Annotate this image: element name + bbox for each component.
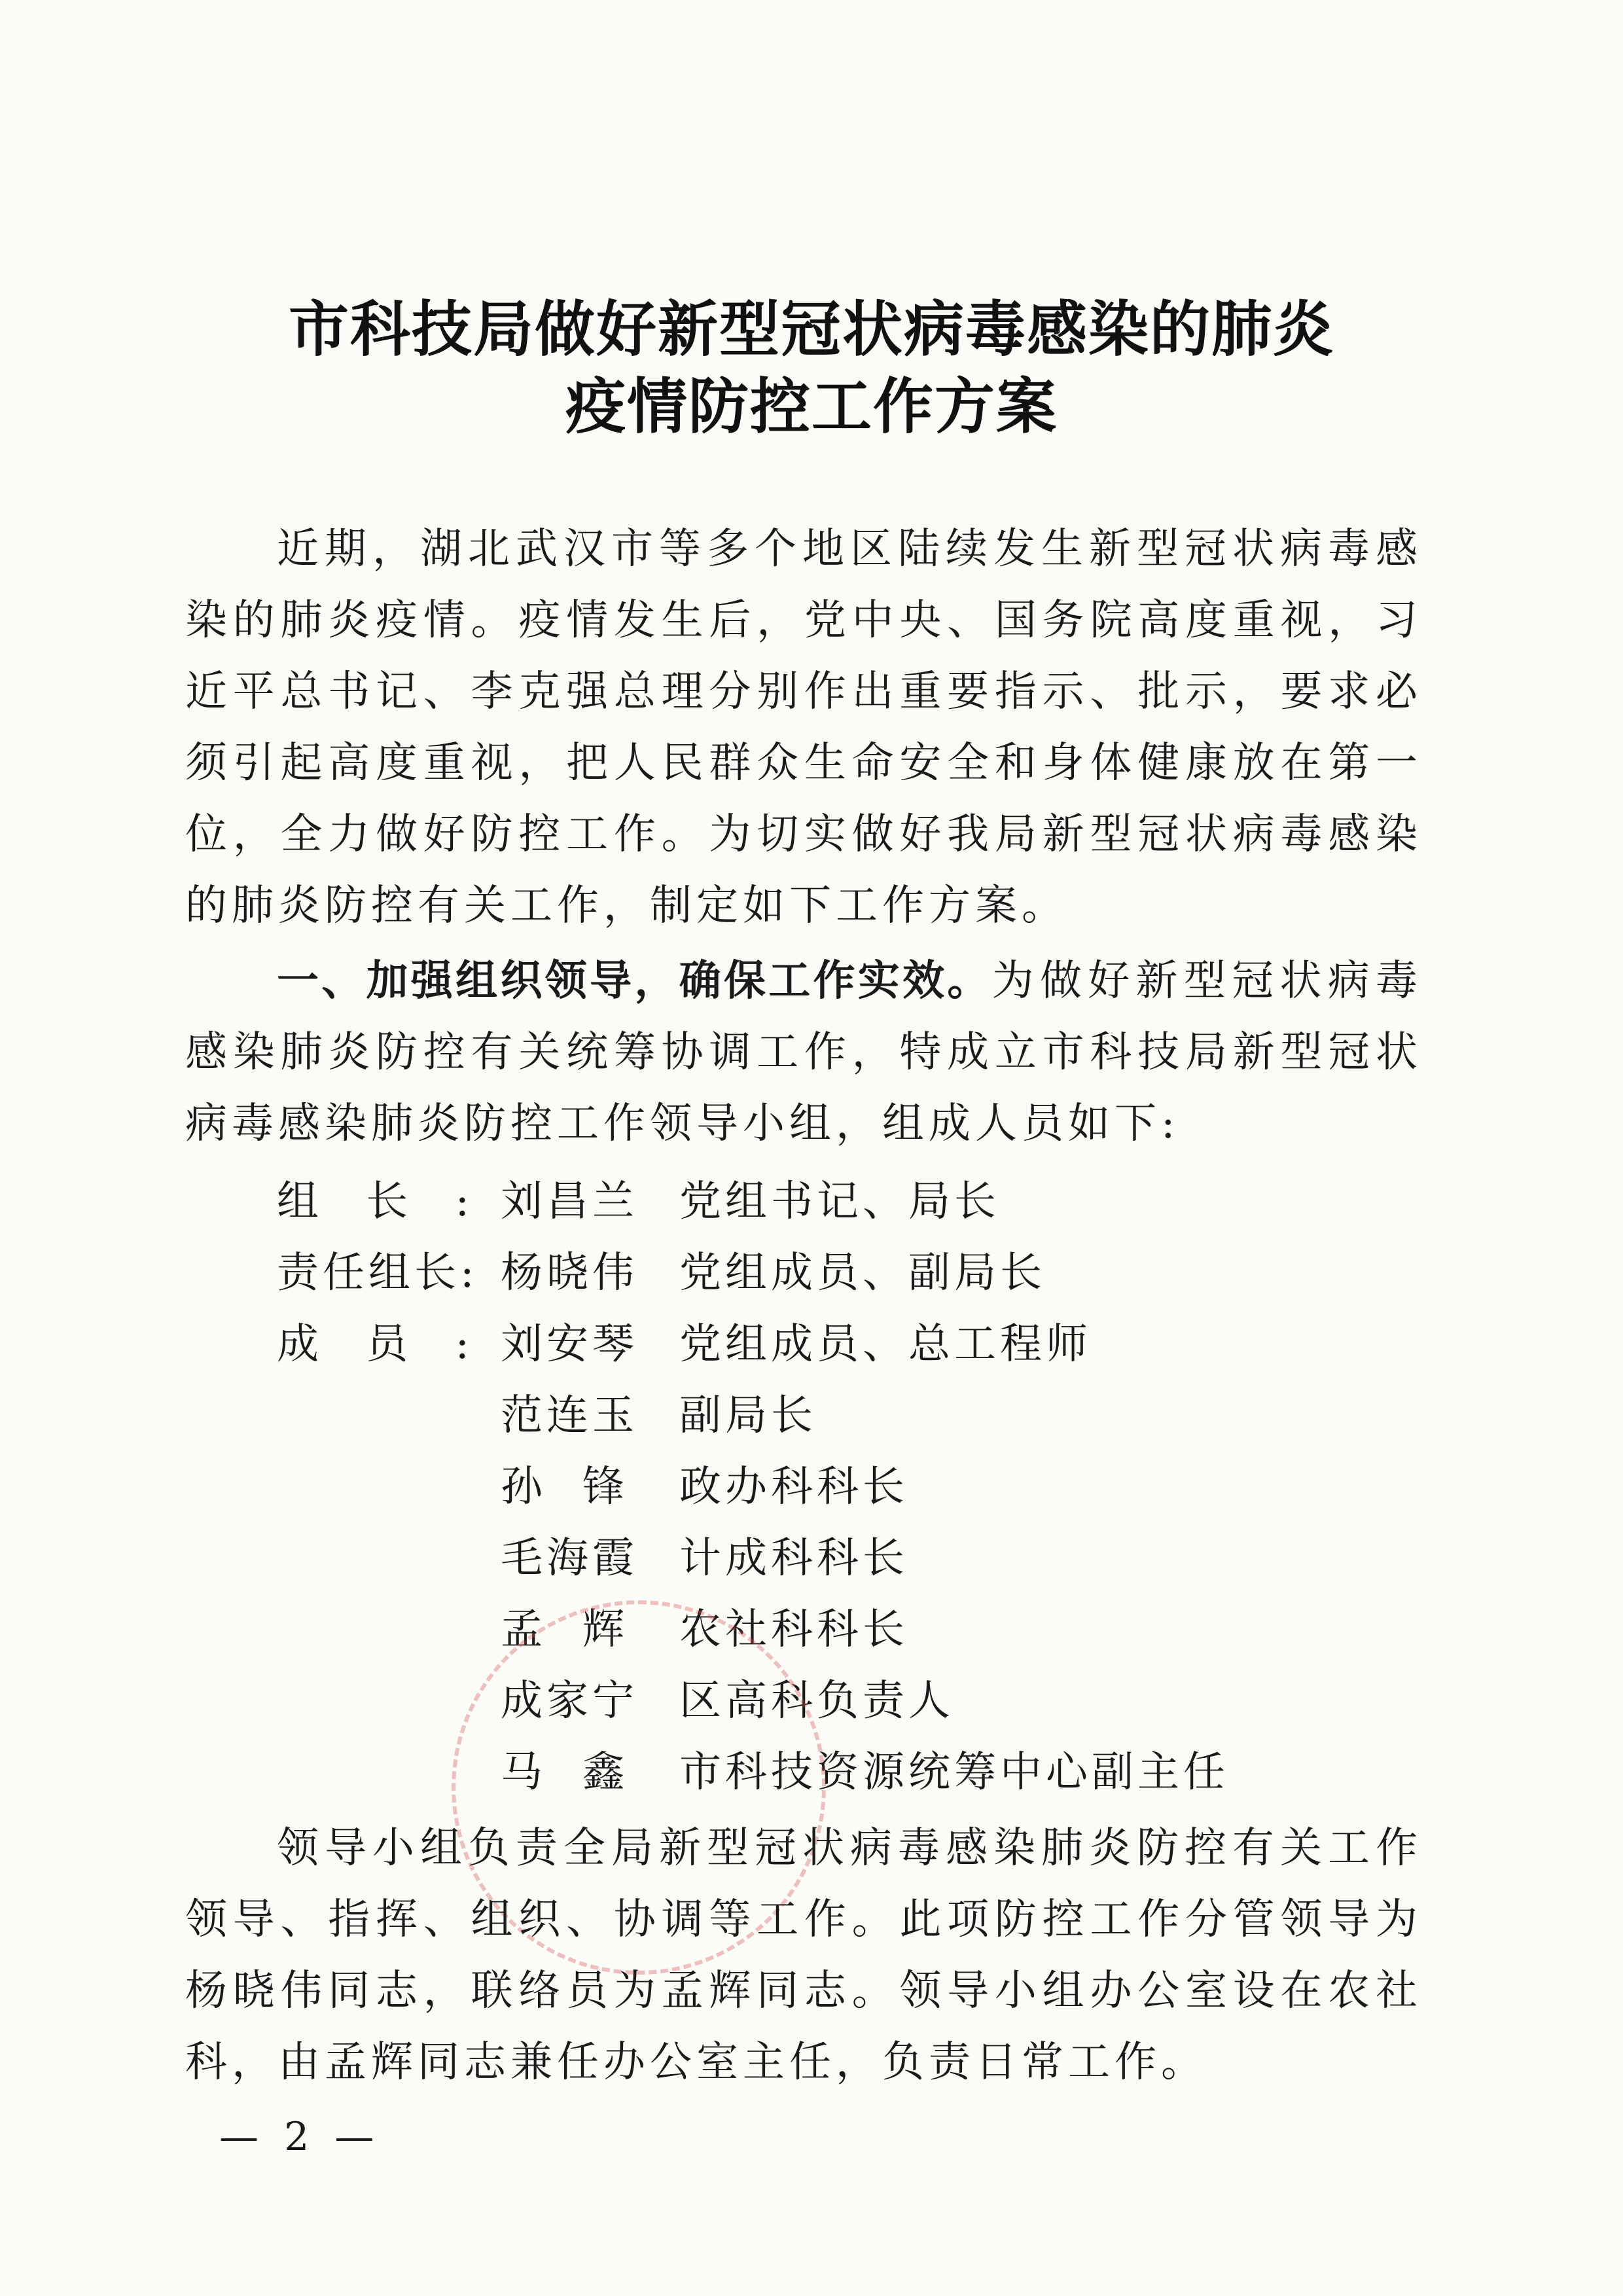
section1-text: 为做好新型冠状病毒感染肺炎防控有关统筹协调工作，特成立市科技局新型冠状病毒感染肺炎防控工作领导小组，组成人员如下: <box>185 957 1423 1148</box>
member-role-text: 组 长 : <box>277 1177 473 1226</box>
member-name <box>501 1452 645 1523</box>
member-role <box>277 1309 486 1380</box>
member-name: 刘安琴 <box>501 1320 638 1369</box>
section1-paragraph <box>185 946 1422 1160</box>
member-name-text: 孟 辉 <box>501 1605 628 1654</box>
member-position: 党组书记、局长 <box>679 1177 1000 1226</box>
member-position: 政办科科长 <box>679 1463 908 1511</box>
member-position: 党组成员、总工程师 <box>679 1320 1092 1369</box>
member-name-text: 马 鑫 <box>501 1748 628 1797</box>
member-name: 毛海霞 <box>501 1534 638 1583</box>
intro-paragraph: 近期，湖北武汉市等多个地区陆续发生新型冠状病毒感染的肺炎疫情。疫情发生后，党中央、国务院高度重视，习近平总书记、李克强总理分别作出重要指示、批示，要求必须引起高度重视，把人民群众生命安全和身体健康放在第一位，全力做好防控工作。为切实做好我局新型冠状病毒感染的肺炎防控有关工作，制定如下工作方案。 <box>185 525 1422 930</box>
member-name: 成家宁 <box>501 1677 638 1725</box>
member-name: 杨晓伟 <box>501 1249 638 1297</box>
member-name: 刘昌兰 <box>501 1177 638 1226</box>
page-number: — 2 — <box>219 2114 381 2160</box>
section1-heading: 一、加强组织领导，确保工作实效。 <box>277 957 992 1005</box>
member-name <box>501 1737 645 1808</box>
member-role <box>277 1166 486 1238</box>
member-name-text: 孙 锋 <box>501 1463 628 1511</box>
member-position: 市科技资源统筹中心副主任 <box>679 1748 1229 1797</box>
member-position: 副局长 <box>679 1391 817 1440</box>
member-name <box>501 1594 645 1666</box>
member-role-text: 成 员 : <box>277 1320 473 1369</box>
member-position: 农社科科长 <box>679 1605 908 1654</box>
member-position: 计成科科长 <box>679 1534 908 1583</box>
document-title-line2: 疫情防控工作方案 <box>565 371 1058 442</box>
closing-paragraph: 领导小组负责全局新型冠状病毒感染肺炎防控有关工作领导、指挥、组织、协调等工作。此项防控工作分管领导为杨晓伟同志，联络员为孟辉同志。领导小组办公室设在农社科，由孟辉同志兼任办公室主任，负责日常工作。 <box>185 1824 1422 2087</box>
member-role: 责任组长: <box>277 1249 478 1297</box>
document-title-line1: 市科技局做好新型冠状病毒感染的肺炎 <box>288 294 1334 365</box>
member-position: 区高科负责人 <box>679 1677 954 1725</box>
member-position: 党组成员、副局长 <box>679 1249 1046 1297</box>
member-name: 范连玉 <box>501 1391 638 1440</box>
